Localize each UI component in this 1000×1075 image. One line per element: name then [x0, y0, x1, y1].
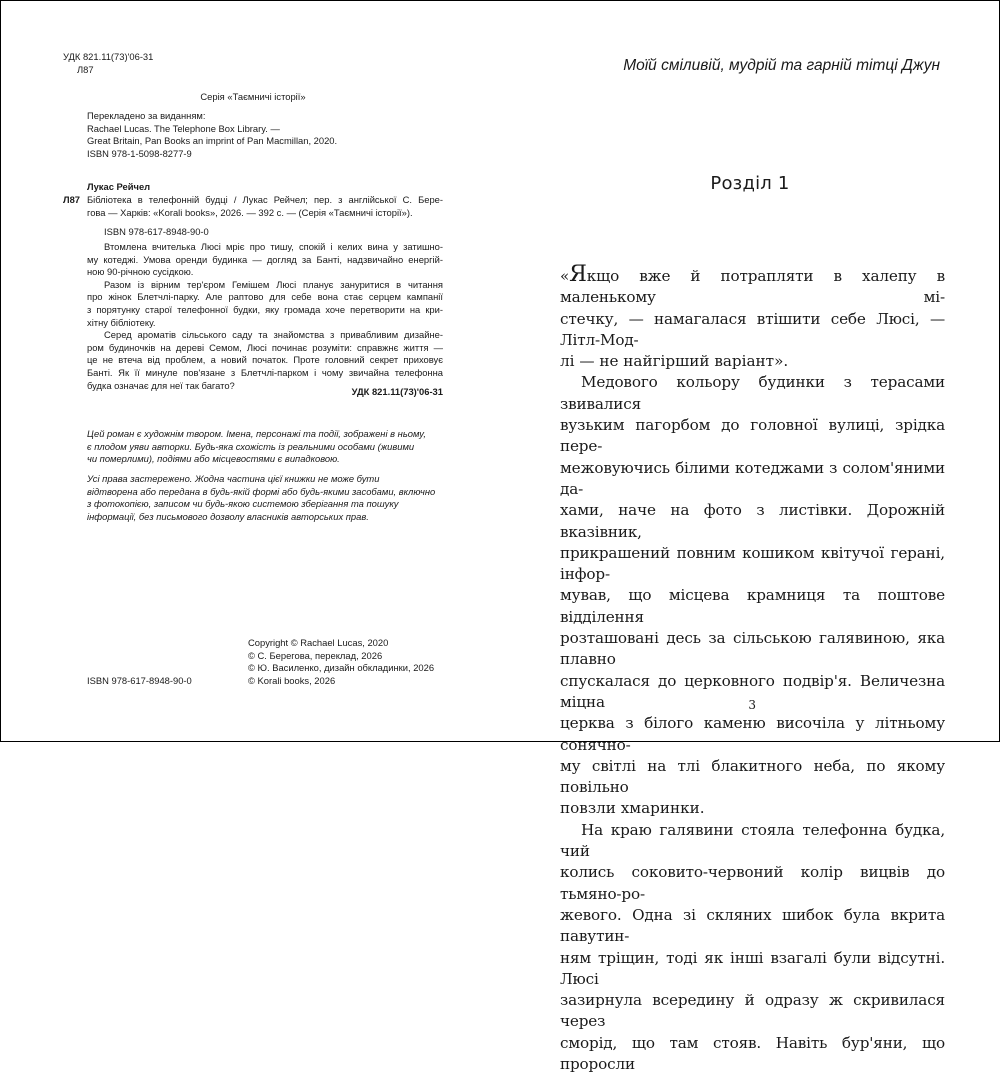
body-line: колись соковито-червоний колір вицвів до тьмяно-ро- — [560, 863, 945, 903]
translated-from-line: Перекладено за виданням: — [87, 110, 206, 121]
rights-line: інформації, без письмового дозволу власників авторських прав. — [87, 510, 369, 522]
original-isbn: ISBN 978-1-5098-8277-9 — [87, 147, 192, 159]
annotation-paragraph — [87, 241, 443, 279]
body-line: сморід, що там стояв. Навіть бур'яни, що проросли — [560, 1033, 945, 1073]
left-page-imprint — [1, 1, 500, 741]
library-code-margin: Л87 — [63, 194, 81, 205]
body-line: спускалася до церковного подвір'я. Величезна міцна — [560, 671, 945, 711]
fiction-disclaimer — [87, 428, 443, 466]
translated-from-block — [87, 110, 337, 160]
annotation-line: му котеджі. Умова оренди будинка — догляд за Банті, надзвичайно енергій- — [87, 253, 443, 265]
rights-line: Усі права застережено. Жодна частина цієї книжки не може бути — [87, 473, 380, 484]
disclaimer-line: є плодом уяви авторки. Будь-яка схожість із реальними особами (живими — [87, 440, 415, 452]
copyright-line: © С. Берегова, переклад, 2026 — [248, 649, 383, 661]
body-line: жевого. Одна зі скляних шибок була вкрита павутин- — [560, 905, 945, 946]
translated-from-line: Rachael Lucas. The Telephone Box Library. — — [87, 122, 280, 134]
body-line: церква з білого каменю височіла у літньому сонячно- — [560, 714, 945, 754]
udk-code-bottom: УДК 821.11(73)'06-31 — [351, 386, 443, 397]
body-line: межовуючись білими котеджами з солом'яними да- — [560, 458, 945, 498]
translated-from-line: Great Britain, Pan Books an imprint of Pan Macmillan, 2020. — [87, 135, 338, 147]
annotation-paragraph — [87, 329, 443, 392]
body-line: хами, наче на фото з листівки. Дорожній вказівник, — [560, 501, 945, 541]
disclaimer-line: чи померлими), подіями або місцевостями є випадковою. — [87, 453, 340, 465]
annotation-line: ною 90-річною сусідкою. — [87, 266, 194, 278]
series-title: Серія «Таємничі історії» — [200, 91, 306, 102]
annotation-line: про жінок Блетчлі-парку. Але раптово для себе вона стає серцем кампанії — [87, 291, 443, 303]
body-line: вузьким пагорбом до головної вулиці, зрідка пере- — [560, 416, 945, 456]
library-code-top: Л87 — [77, 64, 94, 75]
annotation-line: Банті. Як її минуле пов'язане з Блетчлі-парком і чому звичайна телефонна — [87, 366, 443, 378]
chapter-body — [560, 262, 945, 1075]
udk-code-top: УДК 821.11(73)'06-31 — [63, 51, 154, 62]
dedication: Моїй сміливій, мудрій та гарній тітці Джун — [623, 57, 940, 74]
right-page-chapter — [501, 1, 999, 1073]
annotation-line: хітну бібліотеку. — [87, 316, 156, 328]
body-line: мував, що місцева крамниця та поштове відділення — [560, 586, 945, 626]
body-line: На краю галявини стояла телефонна будка, чий — [560, 820, 945, 861]
body-line: повзли хмаринки. — [560, 799, 705, 818]
biblio-line: Бібліотека в телефонній будці / Лукас Рейчел; пер. з англійської С. Бере- — [87, 194, 443, 205]
annotation — [87, 241, 443, 392]
annotation-line: будка означає для неї так багато? — [87, 379, 235, 391]
body-paragraph — [560, 372, 945, 819]
body-line: стечку, — намагалася втішити себе Люсі, — Літл-Мод- — [560, 309, 945, 349]
annotation-line: ром будиночків на дереві Семом, Люсі починає розуміти: справжнє життя — — [87, 341, 443, 353]
bibliographic-description — [87, 194, 443, 219]
biblio-line: гова — Харків: «Korali books», 2026. — 392 с. — (Серія «Таємничі історії»). — [87, 206, 413, 218]
author-heading: Лукас Рейчел — [87, 181, 151, 192]
body-line: лі — не найгірший варіант». — [560, 352, 789, 371]
copyright-line: Copyright © Rachael Lucas, 2020 — [248, 637, 389, 648]
body-line: зазирнула всередину й одразу ж скривилася через — [560, 991, 945, 1031]
isbn-biblio: ISBN 978-617-8948-90-0 — [104, 226, 209, 237]
rights-notice — [87, 473, 443, 523]
disclaimer-line: Цей роман є художнім твором. Імена, персонажі та події, зображені в ньому, — [87, 428, 426, 439]
annotation-paragraph — [87, 279, 443, 329]
copyright-line: © Ю. Василенко, дизайн обкладинки, 2026 — [248, 662, 435, 674]
body-line: прикрашений повним кошиком квітучої герані, інфор- — [560, 543, 945, 584]
body-line: Медового кольору будинки з терасами звивалися — [560, 373, 945, 413]
body-line: «Якщо вже й потрапляти в халепу в маленькому мі- — [560, 262, 945, 307]
page-number: 3 — [748, 698, 756, 712]
chapter-title: Розділ 1 — [710, 173, 790, 194]
body-line: му світлі на тлі блакитного неба, по якому повільно — [560, 756, 945, 797]
annotation-line: Серед ароматів сільського саду та знайомства з привабливим дизайне- — [104, 329, 443, 341]
copyright-line: © Korali books, 2026 — [248, 674, 336, 686]
body-line: ням тріщин, тоді як інші взагалі були відсутні. Люсі — [560, 948, 945, 988]
annotation-line: це не втеча від проблем, а новий початок. Проте головний секрет приховує — [87, 354, 443, 366]
isbn-bottom: ISBN 978-617-8948-90-0 — [87, 675, 192, 686]
copyright-block — [248, 637, 434, 687]
rights-line: відтворена або передана в будь-якій формі або будь-якими засобами, включно — [87, 485, 436, 497]
annotation-line: з порятунку старої телефонної будки, яку громада хоче перетворити на кри- — [87, 303, 443, 315]
annotation-line: Разом із вірним тер'єром Гемішем Люсі планує зануритися в читання — [104, 278, 443, 290]
body-paragraph — [560, 820, 945, 1075]
body-line: розташовані десь за сільською галявиною, яка плавно — [560, 629, 945, 669]
rights-line: з фотокопією, записом чи будь-якою системою зберігання та пошуку — [87, 498, 399, 510]
drop-letter: Я — [569, 262, 587, 287]
annotation-line: Втомлена вчителька Люсі мріє про тишу, спокій і келих вина у затишно- — [104, 241, 443, 252]
body-paragraph — [560, 262, 945, 372]
